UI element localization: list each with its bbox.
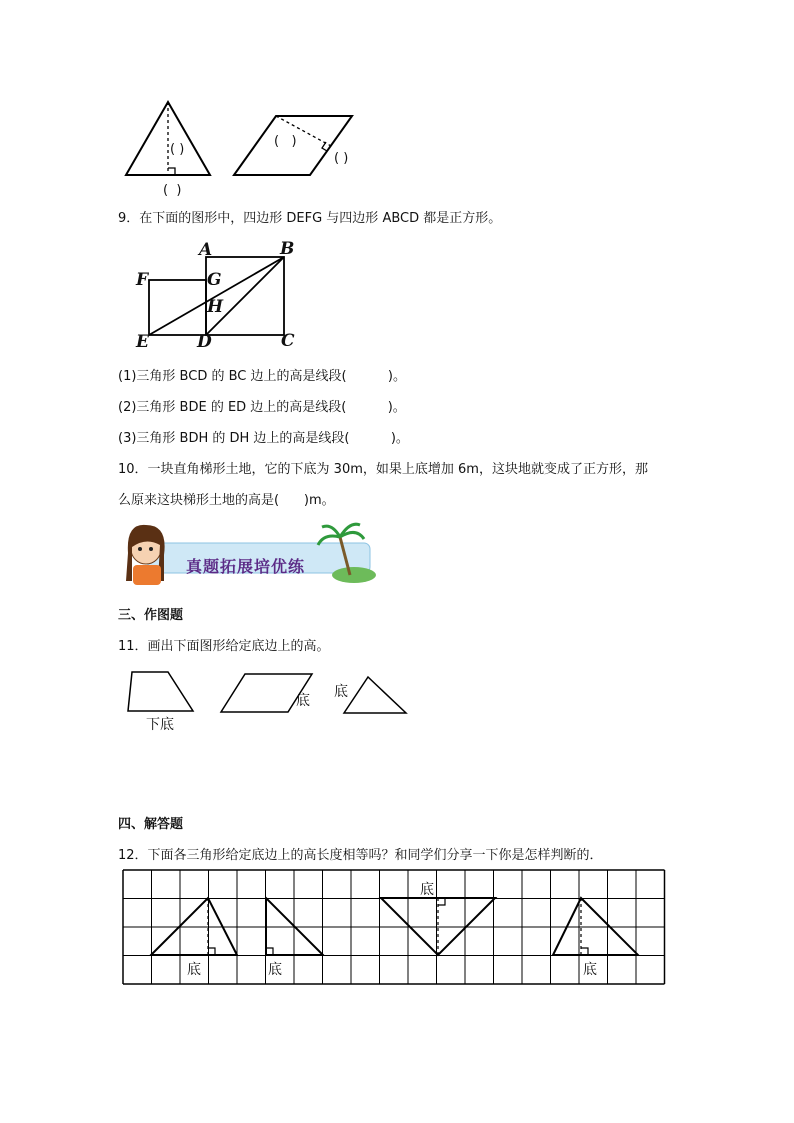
- triangle-shape: [344, 677, 406, 713]
- girl-shirt: [133, 565, 161, 585]
- question-9-sub1: (1)三角形 BCD 的 BC 边上的高是线段( )。: [118, 369, 406, 384]
- section-3-title: 三、作图题: [118, 608, 184, 623]
- right-angle-mark: [168, 168, 175, 175]
- parallelogram-paren-right: ( ): [334, 151, 349, 166]
- label-f: F: [136, 270, 149, 290]
- trapezoid-base-label: 下底: [146, 717, 174, 733]
- label-b: B: [280, 239, 295, 259]
- question-10-line1: 10．一块直角梯形土地，它的下底为 30m，如果上底增加 6m，这块地就变成了正方形，那: [118, 462, 648, 477]
- girl-eye: [149, 547, 153, 551]
- label-d: D: [197, 332, 212, 352]
- right-angle-mark: [438, 898, 445, 905]
- section-banner: [118, 517, 380, 589]
- q11-figures: [0, 660, 794, 730]
- question-12-text: 12．下面各三角形给定底边上的高长度相等吗？和同学们分享一下你是怎样判断的．: [118, 848, 603, 863]
- triangle-paren-bottom: ( ): [163, 183, 182, 198]
- right-angle-mark: [208, 948, 215, 955]
- q12-grid-figure: [0, 860, 794, 990]
- parallelogram-paren-mid: ( ): [274, 134, 297, 149]
- question-10-line2: 么原来这块梯形土地的高是( )m。: [118, 493, 335, 508]
- label-c: C: [281, 331, 295, 351]
- girl-eye: [138, 547, 142, 551]
- label-h: H: [207, 297, 224, 317]
- right-angle-mark: [322, 142, 327, 151]
- question-9-sub2: (2)三角形 BDE 的 ED 边上的高是线段( )。: [118, 400, 406, 415]
- triangle-paren-mid: ( ): [170, 142, 185, 157]
- island-icon: [332, 567, 376, 583]
- grid-base-label: 底: [187, 962, 201, 978]
- question-9-sub3: (3)三角形 BDH 的 DH 边上的高是线段( )。: [118, 431, 409, 446]
- grid-base-label: 底: [420, 882, 434, 898]
- label-a: A: [199, 240, 213, 260]
- section-4-title: 四、解答题: [118, 817, 184, 832]
- squares-figure: [0, 230, 794, 360]
- triangle-base-label: 底: [334, 684, 348, 700]
- parallelogram-base-label: 底: [296, 693, 310, 709]
- question-11-text: 11．画出下面图形给定底边上的高。: [118, 639, 330, 654]
- trapezoid-shape: [128, 672, 193, 711]
- right-angle-mark: [581, 948, 588, 955]
- grid-base-label: 底: [583, 962, 597, 978]
- banner-title: 真题拓展培优练: [186, 557, 306, 576]
- right-angle-mark: [266, 948, 273, 955]
- question-9-text: 9．在下面的图形中，四边形 DEFG 与四边形 ABCD 都是正方形。: [118, 211, 502, 226]
- grid-base-label: 底: [268, 962, 282, 978]
- top-figures: [0, 0, 794, 205]
- label-e: E: [136, 332, 149, 352]
- label-g: G: [207, 270, 222, 290]
